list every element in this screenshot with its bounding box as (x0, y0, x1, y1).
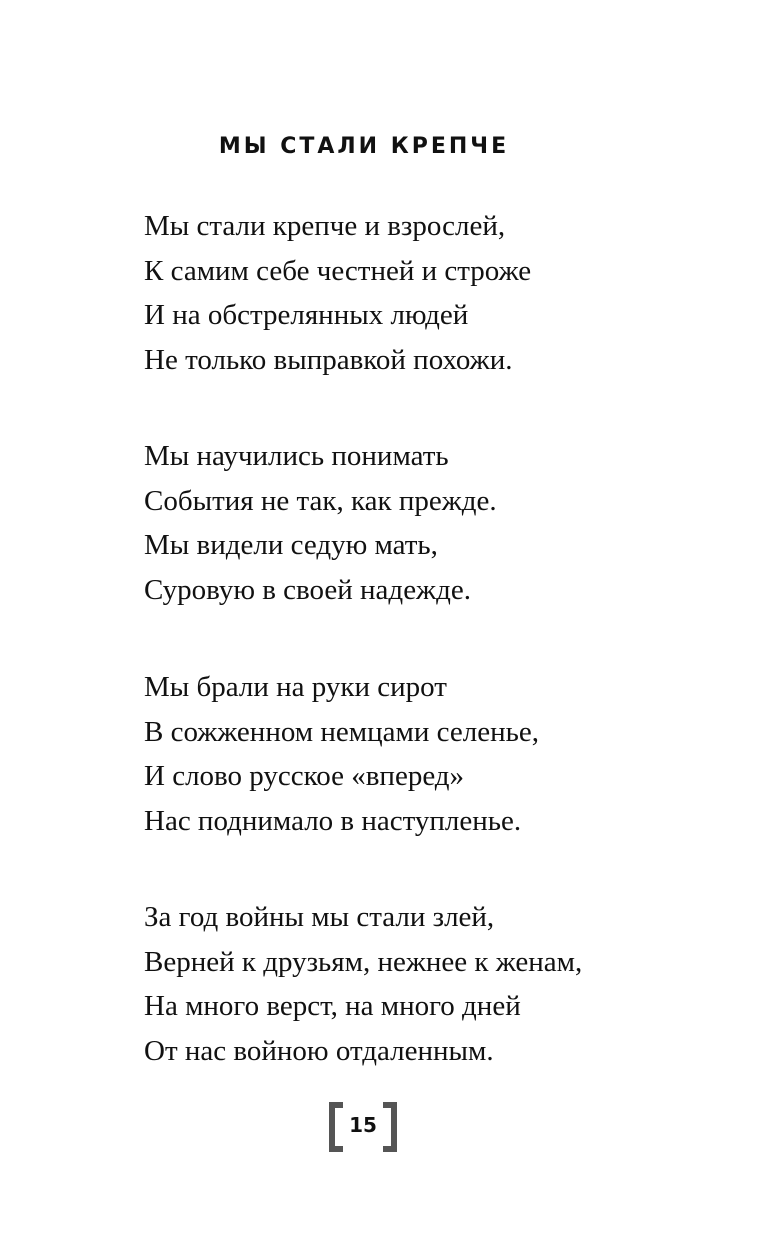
poem-line: События не так, как прежде. (144, 484, 497, 517)
poem-line: От нас войною отдаленным. (144, 1034, 494, 1067)
poem-title: МЫ СТАЛИ КРЕПЧЕ (218, 134, 510, 159)
poem-line: Мы стали крепче и взрослей, (144, 210, 506, 242)
stanza-2 (144, 434, 734, 612)
poem-line: Не только выправкой похожи. (144, 343, 513, 376)
poem-line: И слово русское «вперед» (144, 760, 465, 792)
stanza-4 (144, 895, 734, 1073)
left-bracket-icon (329, 1102, 343, 1152)
page-number-frame (329, 1100, 397, 1156)
poem-line: За год войны мы стали злей, (144, 901, 495, 933)
poem-line: Суровую в своей надежде. (144, 573, 471, 606)
poem-line: В сожженном немцами селенье, (144, 715, 539, 748)
poem-line: Нас поднимало в наступленье. (144, 804, 522, 837)
stanza-3 (144, 665, 734, 843)
page-number: 15 (349, 1113, 377, 1137)
poem-line: Мы научились понимать (144, 440, 449, 472)
poem-line: Мы брали на руки сирот (144, 671, 447, 703)
poem-line: Мы видели седую мать, (144, 529, 438, 561)
right-bracket-icon (383, 1102, 397, 1152)
poem-line: Верней к друзьям, нежнее к женам, (144, 945, 583, 978)
poem-line: К самим себе честней и строже (144, 254, 532, 287)
stanza-1 (144, 204, 734, 382)
poem-line: И на обстрелянных людей (144, 299, 469, 331)
poem-line: На много верст, на много дней (144, 990, 521, 1022)
